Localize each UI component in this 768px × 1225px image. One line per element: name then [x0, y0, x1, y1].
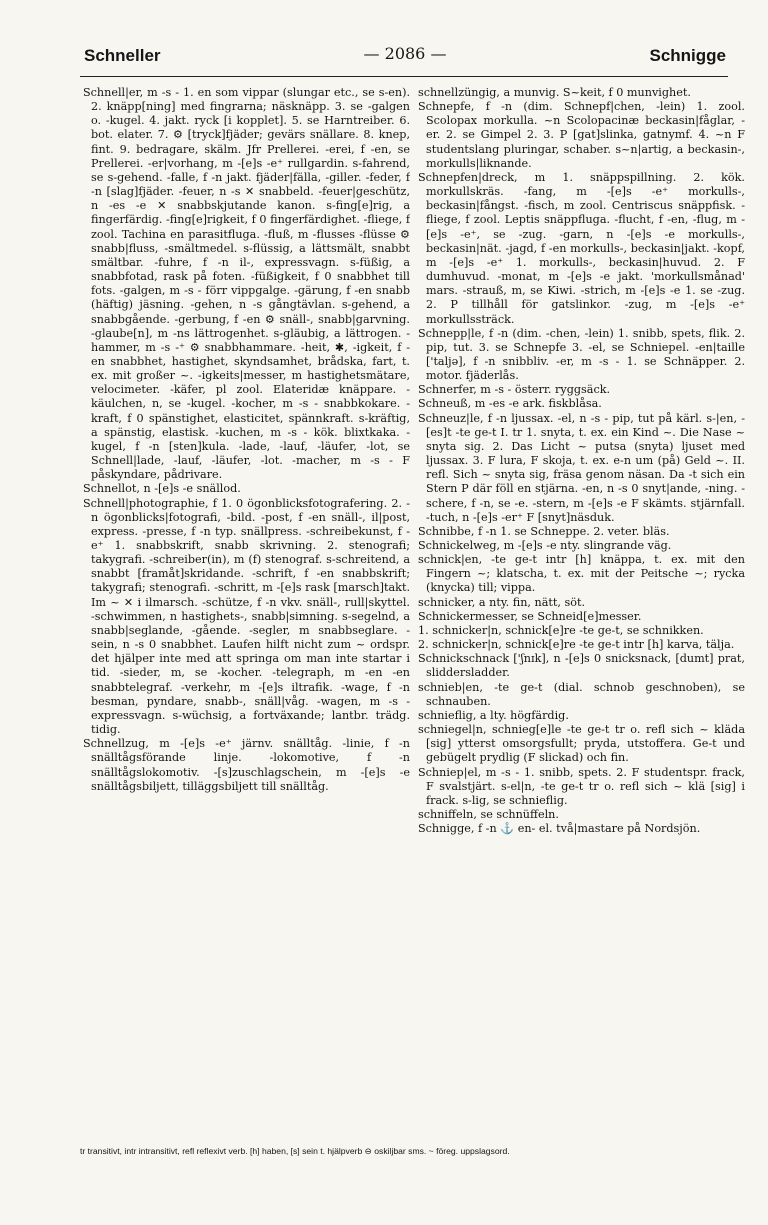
entry: schnieb|en, -te ge-t (dial. schnob geschnoben), se schnauben.: [418, 680, 745, 708]
entry: Schnellzug, m -[e]s -e⁺ järnv. snälltåg. -linie, f -n snälltågsförande linje. -lokomotive, f -n snälltågslokomotiv. -[s]zuschlagschein, m -[e]s -e snälltågsbiljett, tilläggsbiljett till snälltåg.: [83, 737, 410, 793]
entry: Schnepfen|dreck, m 1. snäppspillning. 2. kök. morkullskräs. -fang, m -[e]s -e⁺ morkulls-, beckasin|fångst. -fisch, m zool. Centriscus snäppfisk. -fliege, f zool. Leptis snäppfluga. -flucht, f -en, -flug, m -[e]s -e⁺, se -zug. -garn, n -[e]s -e morkulls-, beckasin|nät. -jagd, f -en morkulls-, beckasin|jakt. -kopf, m -[e]s -e⁺ 1. morkulls-, beckasin|huvud. 2. F dumhuvud. -monat, m -[e]s -e jakt. 'morkullsmånad' mars. -strauß, m, se Kiwi. -strich, m -[e]s -e 1. se -zug. 2. P tillhåll för gatslinkor. -zug, m -[e]s -e⁺ morkullssträck.: [418, 170, 745, 326]
abbreviation-footer: tr transitivt, intr intransitivt, refl reflexivt verb. [h] haben, [s] sein t. hjälpverb ⊖ oskiljbar sms. ~ föreg. uppslagsord.: [80, 1146, 510, 1156]
entry: schniegel|n, schnieg[e]le -te ge-t tr o. refl sich ~ kläda [sig] ytterst omsorgsfullt; pryda, utstoffera. Ge-t und gebügelt prydlig (F slickad) och fin.: [418, 723, 745, 765]
entry: schnicker, a nty. fin, nätt, söt.: [418, 595, 586, 609]
page-header: [80, 38, 730, 72]
entry: schnick|en, -te ge-t intr [h] knäppa, t. ex. mit den Fingern ~; klatscha, t. ex. mit der Peitsche ~; rycka (knycka) till; vippa.: [418, 553, 745, 595]
entry: Schnellot, n -[e]s -e snällod.: [83, 482, 241, 496]
entry: schniffeln, se schnüffeln.: [418, 807, 559, 821]
entry: Schnepp|le, f -n (dim. -chen, -lein) 1. snibb, spets, flik. 2. pip, tut. 3. se Schnepfe 3. -el, se Schniepel. -en|taille ['taljə], f -n snibbliv. -er, m -s - 1. se Schnäpper. 2. motor. fjäderlås.: [418, 326, 745, 383]
right-column: [418, 86, 745, 1133]
entry: Schniep|el, m -s - 1. snibb, spets. 2. F studentspr. frack, F svalstjärt. s-el|n, -te ge-t tr o. refl sich ~ klä [sig] i frack. s-lig, se schnieflig.: [418, 765, 745, 807]
page-number: — 2086 —: [363, 44, 447, 63]
entry: schnieflig, a lty. högfärdig.: [418, 708, 569, 722]
right-guide-word: Schnigge: [649, 46, 726, 65]
entry: Schnell|photographie, f 1. 0 ögonblicksfotografering. 2. -n ögonblicks|fotografi, -bild. -post, f -en snäll-, il|post, express. -presse, f -n typ. snällpress. -schreibekunst, f -e⁺ 1. snabbskrift, snabb skrivning. 2. stenografi; takygrafi. -schreiber(in), m (f) stenograf. s-schreitend, a snabbt [framåt]skridande. -schrift, f -en snabbskrift; takygrafi; stenografi. -schritt, m -[e]s rask [marsch]takt. Im ~ ✕ i ilmarsch. -schütze, f -n vkv. snäll-, rull|skyttel. -schwimmen, n hastighets-, snabb|simning. s-segelnd, a snabb|seglande, -gående. -segler, m snabbseglare. -sein, n -s 0 snabbhet. Laufen hilft nicht zum ~ ordspr. det hjälper inte med att springa om man inte startar i tid. -sieder, m, se -kocher. -telegraph, m -en -en snabbtelegraf. -verkehr, m -[e]s iltrafik. -wage, f -n besman, pyndare, snabb-, snäll|våg. -wagen, m -s - expressvagn. s-wüchsig, a fortväxande; lantbr. trädg. tidig.: [83, 496, 410, 737]
entry: Schnibbe, f -n 1. se Schneppe. 2. veter. bläs.: [418, 524, 670, 538]
entry: Schnickermesser, se Schneid[e]messer.: [418, 609, 642, 623]
left-guide-word: Schneller: [84, 46, 161, 65]
entry: Schnickschnack ['ʃnɪk], n -[e]s 0 snicksnack, [dumt] prat, sliddersladder.: [418, 652, 745, 680]
header-rule: [80, 76, 728, 77]
entry: Schneuz|le, f -n ljussax. -el, n -s - pip, tut på kärl. s-|en, -[es]t -te ge-t I. tr 1. snyta, t. ex. ein Kind ~. Die Nase ~ snyta sig. 2. Das Licht ~ putsa (snyta) ljuset med ljussax. 3. F lura, F skoja, t. ex. e-n um (på) Geld ~. II. refl. Sich ~ snyta sig, fräsa genom näsan. Da -t sich ein Stern P där föll en stjärna. -en, n -s 0 snyt|ande, -ning. -schere, f -n, se -e. -stern, m -[e]s -e F skämts. stjärnfall. -tuch, n -[e]s -er⁺ F [snyt]näsduk.: [418, 411, 745, 524]
entry: 2. schnicker|n, schnick[e]re -te ge-t intr [h] karva, tälja.: [418, 638, 735, 652]
entry: 1. schnicker|n, schnick[e]re -te ge-t, se schnikken.: [418, 623, 704, 637]
entry: Schneuß, m -es -e ark. fiskblåsa.: [418, 397, 602, 411]
left-column: [83, 86, 410, 1133]
entry: Schnell|er, m -s - 1. en som vippar (slungar etc., se s-en). 2. knäpp[ning] med fingrarna; näsknäpp. 3. se -galgen o. -kugel. 4. jakt. ryck [i kopplet]. 5. se Harntreiber. 6. bot. elater. 7. ⚙ [tryck]fjäder; gevärs snällare. 8. knep, fint. 9. bedragare, skälm. Jfr Prellerei. -erei, f -en, se Prellerei. -er|vorhang, m -[e]s -e⁺ rullgardin. s-fahrend, se s-gehend. -falle, f -n jakt. fjäder|fälla, -giller. -feder, f -n [slag]fjäder. -feuer, n -s ✕ snabbeld. -feuer|geschütz, n -es -e ✕ snabbskjutande kanon. s-fing[e]rig, a fingerfärdig. -fing[e]rigkeit, f 0 fingerfärdighet. -fliege, f zool. Tachina en parasitfluga. -fluß, m -flusses -flüsse ⚙ snabb|fluss, -smältmedel. s-flüssig, a lättsmält, snabbt smältbar. -fuhre, f -n il-, expressvagn. s-füßig, a snabbfotad, rask på foten. -füßigkeit, f 0 snabbhet till fots. -galgen, m -s - förr vippgalge. -gärung, f -en snabb (häftig) jäsning. -gehen, n -s gångtävlan. s-gehend, a snabbgående. -gerbung, f -en ⚙ snäll-, snabb|garvning. -glaube[n], m -ns lättrogenhet. s-gläubig, a lättrogen. -hammer, m -s -⁺ ⚙ snabbhammare. -heit, ✱, -igkeit, f -en snabbhet, hastighet, skyndsamhet, brådska, fart, t. ex. mit großer ~. -igkeits|messer, m hastighetsmätare, velocimeter. -käfer, pl zool. Elateridæ knäppare. -käulchen, n, se -kugel. -kocher, m -s - snabbkokare. -kraft, f 0 spänstighet, elasticitet, spännkraft. s-kräftig, a spänstig, elastisk. -kuchen, m -s - kök. blixtkaka. -kugel, f -n [sten]kula. -lade, -lauf, -läufer, -lot, se Schnell|lade, -lauf, -läufer, -lot. -macher, m -s - F påskyndare, pådrivare.: [83, 86, 410, 482]
entry: Schnickelweg, m -[e]s -e nty. slingrande väg.: [418, 539, 672, 552]
entry: Schnerfer, m -s - österr. ryggsäck.: [418, 383, 611, 397]
entry: Schnepfe, f -n (dim. Schnepf|chen, -lein) 1. zool. Scolopax morkulla. ~n Scolopacinæ beckasin|fåglar, -er. 2. se Gimpel 2. 3. P [gat]slinka, gatnymf. 4. ~n F studentslang pluringar, schaber. s~n|artig, a beckasin-, morkulls|liknande.: [418, 100, 745, 170]
entry: Schnigge, f -n ⚓ en- el. två|mastare på Nordsjön.: [418, 822, 701, 836]
entry: schnellzüngig, a munvig. S~keit, f 0 munvighet.: [418, 86, 691, 99]
